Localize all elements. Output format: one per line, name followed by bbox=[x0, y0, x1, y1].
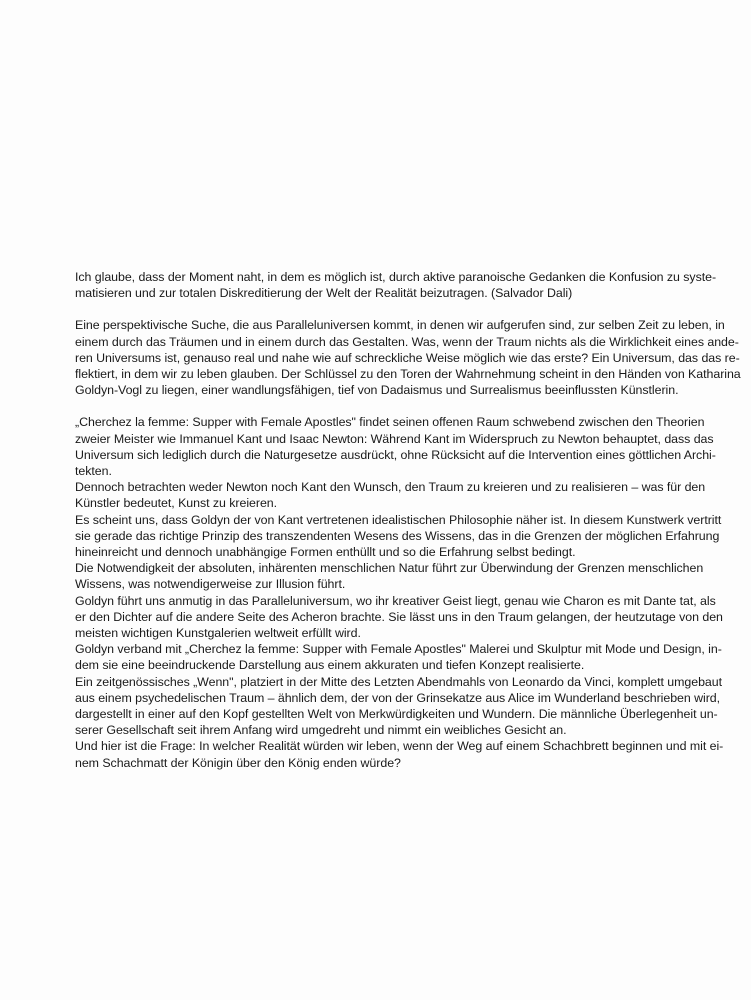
text-line: tekten. bbox=[75, 464, 112, 479]
paragraph-quote bbox=[75, 269, 717, 301]
text-line: Goldyn-Vogl zu liegen, einer wandlungsfähigen, tief von Dadaismus und Surrealismus beeinflussten Künstlerin. bbox=[75, 383, 679, 398]
text-line: Künstler bedeutet, Kunst zu kreieren. bbox=[75, 496, 278, 511]
text-line: Und hier ist die Frage: In welcher Realität würden wir leben, wenn der Weg auf einem Schachbrett beginnen und mit ei- bbox=[75, 739, 724, 754]
text-line: sie gerade das richtige Prinzip des transzendenten Wesens des Wissens, das in die Grenzen der möglichen Erfahrung bbox=[75, 528, 720, 543]
text-line: Goldyn führt uns anmutig in das Paralleluniversum, wo ihr kreativer Geist liegt, genau wie Charon es mit Dante tat, als bbox=[75, 593, 716, 608]
text-line: Goldyn verband mit „Cherchez la femme: Supper with Female Apostles" Malerei und Skulptur mit Mode und Design, in- bbox=[75, 642, 722, 657]
text-line: dem sie eine beeindruckende Darstellung aus einem akkuraten und tiefen Konzept realisierte. bbox=[75, 658, 585, 673]
text-line: Universum sich lediglich durch die Naturgesetze ausdrückt, ohne Rücksicht auf die Intervention eines göttlichen Archi- bbox=[75, 447, 716, 462]
text-line: er den Dichter auf die andere Seite des Acheron brachte. Sie lässt uns in den Traum gelangen, der heutzutage von den bbox=[75, 609, 723, 624]
text-line: nem Schachmatt der Königin über den König enden würde? bbox=[75, 755, 401, 770]
text-line: Die Notwendigkeit der absoluten, inhärenten menschlichen Natur führt zur Überwindung der Grenzen menschlichen bbox=[75, 561, 704, 576]
text-line: hineinreicht und dennoch unabhängige Formen enthüllt und so die Erfahrung selbst bedingt. bbox=[75, 545, 576, 560]
paragraph-gap bbox=[75, 301, 687, 317]
document-body bbox=[75, 269, 741, 771]
text-line: zweier Meister wie Immanuel Kant und Isaac Newton: Während Kant im Widerspruch zu Newton behauptet, dass das bbox=[75, 431, 714, 446]
text-line: Es scheint uns, dass Goldyn der von Kant vertretenen idealistischen Philosophie näher ist. In diesem Kunstwerk vertritt bbox=[75, 512, 722, 527]
text-line: matisieren und zur totalen Diskreditierung der Welt der Realität beizutragen. (Salvador Dali) bbox=[75, 286, 573, 301]
text-line: einem durch das Träumen und in einem durch das Gestalten. Was, wenn der Traum nichts als die Wirklichkeit eines ande- bbox=[75, 334, 739, 349]
text-line: aus einem psychedelischen Traum – ähnlich dem, der von der Grinsekatze aus Alice im Wunderland beschrieben wird, bbox=[75, 690, 721, 705]
text-line: Dennoch betrachten weder Newton noch Kant den Wunsch, den Traum zu kreieren und zu realisieren – was für den bbox=[75, 480, 706, 495]
paragraph-intro bbox=[75, 317, 741, 398]
text-line: Ein zeitgenössisches „Wenn", platziert in der Mitte des Letzten Abendmahls von Leonardo da Vinci, komplett umgebaut bbox=[75, 674, 723, 689]
text-line: serer Gesellschaft seit ihrem Anfang wird umgedreht und nimmt ein weibliches Gesicht an. bbox=[75, 723, 567, 738]
paragraph-gap bbox=[75, 398, 687, 414]
text-line: flektiert, in dem wir zu leben glauben. Der Schlüssel zu den Toren der Wahrnehmung scheint in den Händen von Katharina bbox=[75, 367, 741, 382]
paragraph-main bbox=[75, 414, 724, 770]
text-line: Eine perspektivische Suche, die aus Paralleluniversen kommt, in denen wir aufgerufen sind, zur selben Zeit zu leben, in bbox=[75, 318, 725, 333]
text-line: Wissens, was notwendigerweise zur Illusion führt. bbox=[75, 577, 346, 592]
text-line: „Cherchez la femme: Supper with Female Apostles" findet seinen offenen Raum schwebend zwischen den Theorien bbox=[75, 415, 705, 430]
text-line: Ich glaube, dass der Moment naht, in dem es möglich ist, durch aktive paranoische Gedanken die Konfusion zu syste- bbox=[75, 270, 717, 284]
text-line: ren Universums ist, genauso real und nahe wie auf schreckliche Weise möglich wie das erste? Ein Universum, das das re- bbox=[75, 350, 740, 365]
text-line: meisten wichtigen Kunstgalerien weltweit erfüllt wird. bbox=[75, 626, 361, 641]
text-line: dargestellt in einer auf den Kopf gestellten Welt von Merkwürdigkeiten und Wundern. Die männliche Überlegenheit un- bbox=[75, 707, 718, 722]
